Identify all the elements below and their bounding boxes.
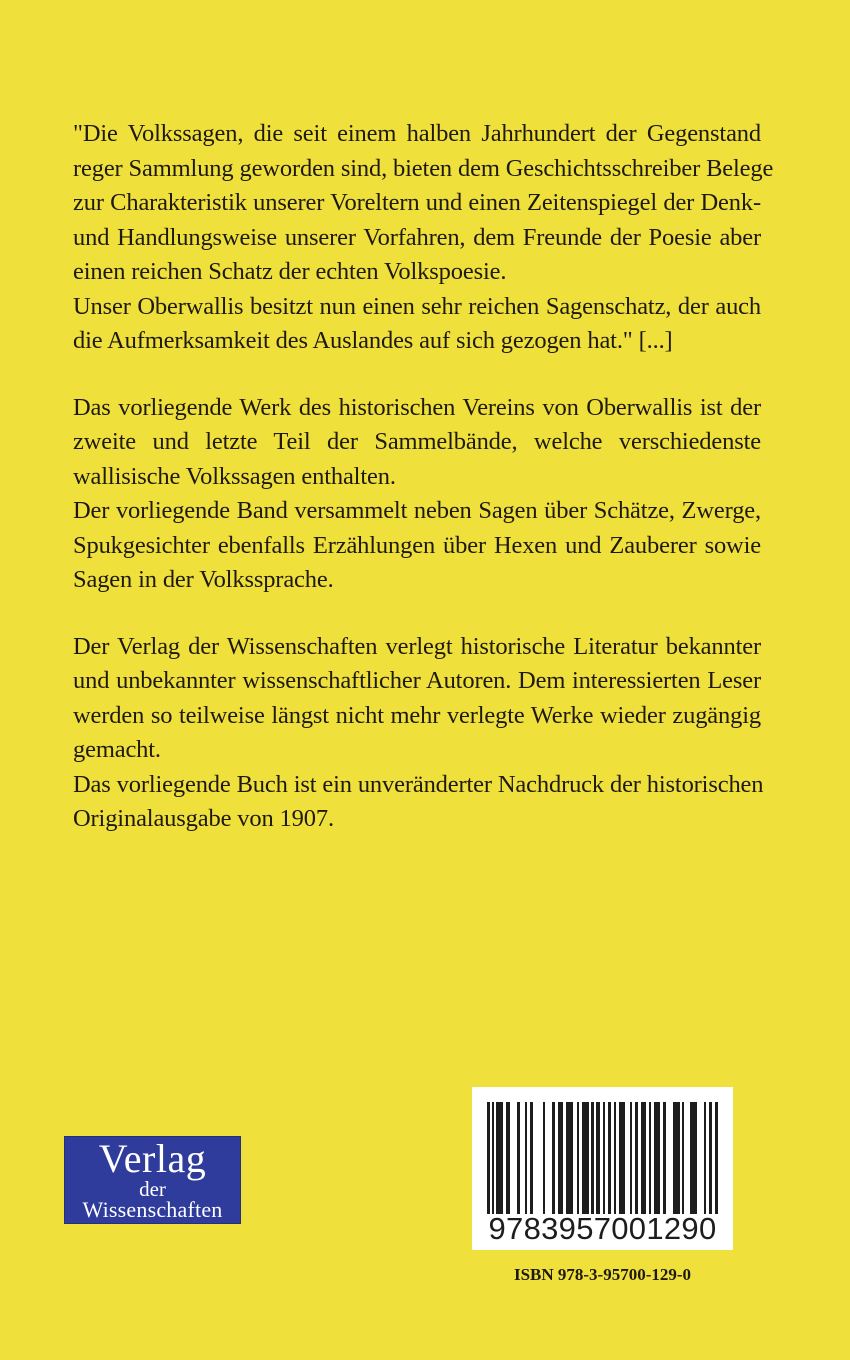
blurb-line: und unbekannter wissenschaftlicher Autoren. Dem interessierten Leser (73, 667, 761, 694)
blurb-line: Das vorliegende Buch ist ein unveränderter Nachdruck der historischen (73, 770, 764, 798)
blurb-paragraph-quote (73, 117, 774, 359)
blurb-line: zweite und letzte Teil der Sammelbände, welche verschiedenste (73, 428, 761, 455)
blurb-line: wallisische Volkssagen enthalten. (73, 462, 396, 490)
blurb-line: die Aufmerksamkeit des Auslandes auf sich gezogen hat." [...] (73, 327, 673, 354)
blurb-line: "Die Volkssagen, die seit einem halben Jahrhundert der Gegenstand (73, 120, 761, 147)
barcode-bars-icon (487, 1102, 718, 1214)
publisher-logo-line-verlag: Verlag (98, 1136, 207, 1181)
blurb-line: Der vorliegende Band versammelt neben Sagen über Schätze, Zwerge, (73, 497, 761, 524)
blurb-line: Spukgesichter ebenfalls Erzählungen über Hexen und Zauberer sowie (73, 531, 761, 559)
blurb-line: und Handlungsweise unserer Vorfahren, dem Freunde der Poesie aber (73, 223, 761, 251)
blurb-line: Das vorliegende Werk des historischen Vereins von Oberwallis ist der (73, 393, 761, 421)
barcode-digits: 9783957001290 (488, 1211, 717, 1246)
blurb-line: einen reichen Schatz der echten Volkspoesie. (73, 258, 507, 285)
publisher-logo-line-wissenschaften: Wissenschaften (82, 1197, 223, 1222)
blurb-line: reger Sammlung geworden sind, bieten dem Geschichtsschreiber Belege (73, 154, 774, 182)
blurb-line: Unser Oberwallis besitzt nun einen sehr reichen Sagenschatz, der auch (73, 292, 761, 320)
blurb-paragraph-publisher (73, 630, 764, 837)
blurb-line: Sagen in der Volkssprache. (73, 566, 334, 593)
isbn-label: ISBN 978-3-95700-129-0 (513, 1265, 692, 1284)
publisher-logo (64, 1136, 241, 1224)
blurb-text (73, 117, 774, 869)
blurb-line: werden so teilweise längst nicht mehr verlegte Werke wieder zugängig (73, 701, 761, 729)
blurb-line: gemacht. (73, 736, 161, 763)
publisher-logo-line-der: der (139, 1177, 166, 1201)
blurb-line: Der Verlag der Wissenschaften verlegt historische Literatur bekannter (73, 632, 761, 660)
isbn-barcode (472, 1087, 733, 1250)
blurb-line: Originalausgabe von 1907. (73, 805, 334, 832)
blurb-line: zur Charakteristik unserer Voreltern und einen Zeitenspiegel der Denk- (73, 189, 761, 216)
blurb-paragraph-description (73, 391, 761, 598)
